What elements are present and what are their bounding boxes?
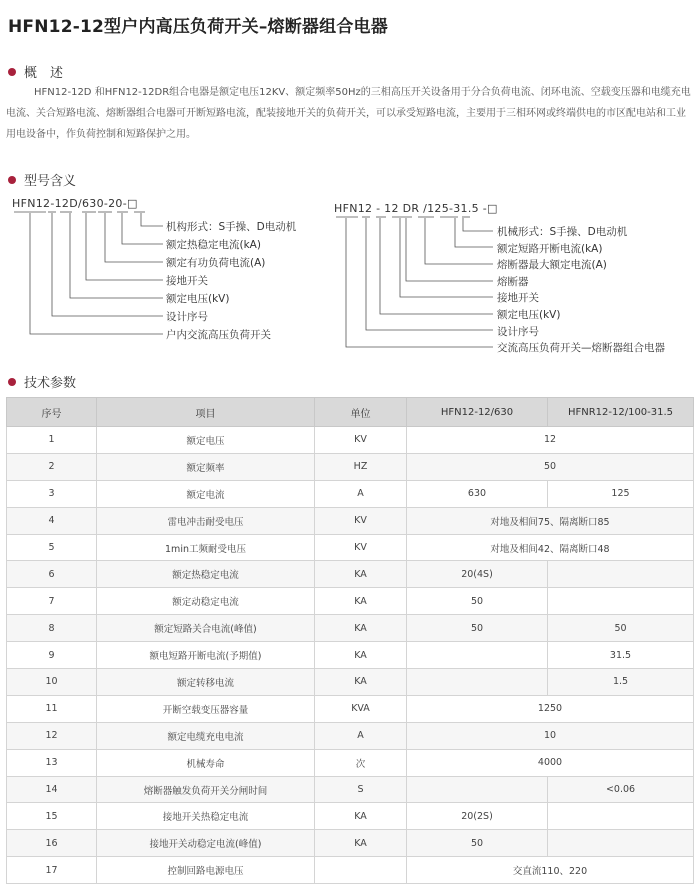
row-no-cell: 15	[7, 803, 97, 830]
row-value-a-cell: 50	[407, 588, 548, 615]
table-row	[7, 561, 694, 588]
model-left-label: 额定电压(kV)	[166, 293, 230, 305]
row-value-a-cell: 20(4S)	[407, 561, 548, 588]
row-no-cell: 8	[7, 615, 97, 642]
row-no-cell: 14	[7, 776, 97, 803]
section-model-label: 型号含义	[24, 174, 77, 189]
model-right-label: 机械形式：S手操、D电动机	[497, 226, 628, 238]
model-left-label: 户内交流高压负荷开关	[166, 329, 271, 341]
row-value-a-cell	[407, 669, 548, 696]
table-row	[7, 480, 694, 507]
section-overview-label: 概 述	[24, 66, 64, 81]
row-item-cell: 额定电流	[97, 480, 315, 507]
row-no-cell: 13	[7, 749, 97, 776]
overview-paragraph: HFN12-12D 和HFN12-12DR组合电器是额定电压12KV、额定频率50Hz的三相高压开关设备用于分合负荷电流、闭环电流、空载变压器和电缆充电电流、关合短路电流、熔断器组合电器可开断短路电流，配装接地开关的负荷开关，可以承受短路电流，主要用于三相环网或终端供电的市区配电站和工业用电设备中，作负荷控制和短路保护之用。	[6, 87, 691, 140]
row-item-cell: 额定动稳定电流	[97, 588, 315, 615]
row-unit-cell: KA	[315, 561, 407, 588]
header-unit: 单位	[315, 398, 407, 427]
row-unit-cell: KVA	[315, 695, 407, 722]
row-unit-cell: KA	[315, 830, 407, 857]
row-value-a-cell: 50	[407, 830, 548, 857]
table-row	[7, 722, 694, 749]
table-row	[7, 588, 694, 615]
table-row	[7, 803, 694, 830]
row-no-cell: 3	[7, 480, 97, 507]
row-item-cell: 额定电缆充电电流	[97, 722, 315, 749]
row-merged-value-cell: 对地及相间75、隔离断口85	[407, 507, 694, 534]
model-right-label: 熔断器最大额定电流(A)	[497, 259, 607, 272]
table-header-row	[7, 398, 694, 427]
model-right-label: 熔断器	[497, 275, 529, 288]
row-value-b-cell	[548, 588, 694, 615]
table-row	[7, 749, 694, 776]
row-unit-cell: HZ	[315, 453, 407, 480]
table-row	[7, 642, 694, 669]
table-row	[7, 615, 694, 642]
model-left-label: 机构形式：S手操、D电动机	[166, 221, 297, 233]
bullet-dot-icon	[8, 176, 16, 184]
row-merged-value-cell: 对地及相间42、隔离断口48	[407, 534, 694, 561]
row-item-cell: 开断空载变压器容量	[97, 695, 315, 722]
row-value-b-cell	[548, 561, 694, 588]
row-no-cell: 12	[7, 722, 97, 749]
table-row	[7, 776, 694, 803]
row-item-cell: 接地开关动稳定电流(峰值)	[97, 830, 315, 857]
table-row	[7, 453, 694, 480]
model-right-label: 额定电压(kV)	[497, 309, 561, 321]
row-item-cell: 雷电冲击耐受电压	[97, 507, 315, 534]
table-row	[7, 534, 694, 561]
model-code-bracket-lines	[0, 0, 699, 360]
header-model-a: HFN12-12/630	[407, 398, 548, 427]
bullet-dot-icon	[8, 68, 16, 76]
row-value-a-cell	[407, 642, 548, 669]
row-no-cell: 17	[7, 857, 97, 884]
header-item: 项目	[97, 398, 315, 427]
model-left-label: 额定热稳定电流(kA)	[166, 239, 261, 251]
table-row	[7, 857, 694, 884]
row-no-cell: 5	[7, 534, 97, 561]
row-unit-cell: S	[315, 776, 407, 803]
row-merged-value-cell: 12	[407, 427, 694, 454]
table-row	[7, 695, 694, 722]
model-left-label: 额定有功负荷电流(A)	[166, 257, 266, 269]
model-code-left: HFN12-12D/630-20-□	[12, 197, 138, 210]
technical-params-table	[6, 397, 694, 884]
row-item-cell: 额定热稳定电流	[97, 561, 315, 588]
row-item-cell: 接地开关热稳定电流	[97, 803, 315, 830]
row-unit-cell: KV	[315, 507, 407, 534]
row-value-b-cell: 31.5	[548, 642, 694, 669]
row-unit-cell: KA	[315, 669, 407, 696]
header-no: 序号	[7, 398, 97, 427]
header-model-b: HFNR12-12/100-31.5	[548, 398, 694, 427]
row-merged-value-cell: 50	[407, 453, 694, 480]
row-value-b-cell: 125	[548, 480, 694, 507]
row-no-cell: 4	[7, 507, 97, 534]
row-item-cell: 额定转移电流	[97, 669, 315, 696]
row-unit-cell: KV	[315, 427, 407, 454]
table-row	[7, 427, 694, 454]
row-unit-cell: KA	[315, 642, 407, 669]
model-right-label: 设计序号	[497, 325, 539, 338]
section-overview-heading	[8, 62, 63, 81]
row-no-cell: 9	[7, 642, 97, 669]
row-item-cell: 额定频率	[97, 453, 315, 480]
row-item-cell: 额定短路关合电流(峰值)	[97, 615, 315, 642]
model-left-label: 设计序号	[166, 311, 208, 323]
row-value-a-cell: 630	[407, 480, 548, 507]
row-unit-cell: KA	[315, 588, 407, 615]
row-merged-value-cell: 4000	[407, 749, 694, 776]
row-item-cell: 额电短路开断电流(予期值)	[97, 642, 315, 669]
table-row	[7, 830, 694, 857]
section-model-heading	[8, 170, 76, 189]
row-no-cell: 7	[7, 588, 97, 615]
model-right-label: 接地开关	[497, 292, 539, 305]
row-unit-cell	[315, 857, 407, 884]
row-no-cell: 1	[7, 427, 97, 454]
table-row	[7, 669, 694, 696]
row-unit-cell: KA	[315, 803, 407, 830]
page-title: HFN12-12型户内高压负荷开关–熔断器组合电器	[8, 17, 388, 37]
row-item-cell: 1min工频耐受电压	[97, 534, 315, 561]
row-value-b-cell: <0.06	[548, 776, 694, 803]
bullet-dot-icon	[8, 378, 16, 386]
row-no-cell: 11	[7, 695, 97, 722]
model-left-label: 接地开关	[166, 275, 208, 287]
section-params-label: 技术参数	[24, 376, 77, 391]
row-merged-value-cell: 交直流110、220	[407, 857, 694, 884]
row-unit-cell: KA	[315, 615, 407, 642]
section-params-heading	[8, 372, 76, 391]
row-no-cell: 16	[7, 830, 97, 857]
row-unit-cell: 次	[315, 749, 407, 776]
model-right-label: 额定短路开断电流(kA)	[497, 242, 603, 255]
model-code-right: HFN12 - 12 DR /125-31.5 -□	[334, 202, 498, 215]
row-value-b-cell	[548, 830, 694, 857]
row-item-cell: 熔断器触发负荷开关分闸时间	[97, 776, 315, 803]
row-value-b-cell: 1.5	[548, 669, 694, 696]
row-no-cell: 10	[7, 669, 97, 696]
row-item-cell: 机械寿命	[97, 749, 315, 776]
row-unit-cell: A	[315, 722, 407, 749]
row-value-a-cell	[407, 776, 548, 803]
row-value-b-cell: 50	[548, 615, 694, 642]
row-item-cell: 额定电压	[97, 427, 315, 454]
row-value-b-cell	[548, 803, 694, 830]
row-unit-cell: A	[315, 480, 407, 507]
row-value-a-cell: 50	[407, 615, 548, 642]
row-unit-cell: KV	[315, 534, 407, 561]
row-no-cell: 6	[7, 561, 97, 588]
row-value-a-cell: 20(2S)	[407, 803, 548, 830]
row-item-cell: 控制回路电源电压	[97, 857, 315, 884]
model-right-label: 交流高压负荷开关—熔断器组合电器	[497, 342, 665, 355]
table-row	[7, 507, 694, 534]
row-merged-value-cell: 10	[407, 722, 694, 749]
row-merged-value-cell: 1250	[407, 695, 694, 722]
row-no-cell: 2	[7, 453, 97, 480]
